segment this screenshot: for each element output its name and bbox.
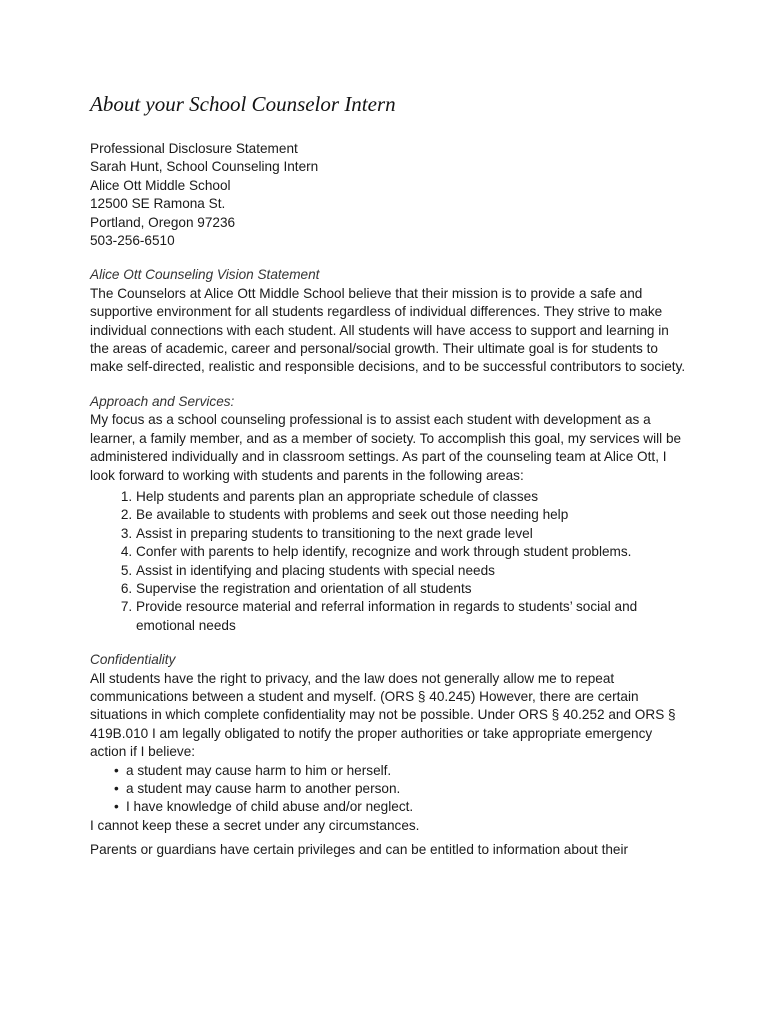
list-item: 1. Help students and parents plan an appropriate schedule of classes [136, 488, 690, 506]
parents-paragraph: Parents or guardians have certain privileges and can be entitled to information about their [90, 842, 629, 858]
confidentiality-heading: Confidentiality [90, 652, 176, 668]
list-item: 5. Assist in identifying and placing students with special needs [136, 562, 690, 580]
services-list [90, 488, 690, 635]
document-content [90, 90, 690, 860]
list-item: 6. Supervise the registration and orientation of all students [136, 580, 690, 598]
list-item: • I have knowledge of child abuse and/or neglect. [126, 798, 690, 816]
disclosure-label: Professional Disclosure Statement [90, 141, 298, 156]
confidentiality-note: I cannot keep these a secret under any circumstances. [90, 817, 420, 833]
list-item: 2. Be available to students with problems and seek out those needing help [136, 506, 690, 524]
approach-paragraph: My focus as a school counseling professional is to assist each student with development as a learner, a family member, and as a member of society. To accomplish this goal, my services will be administered individually and in classroom settings. As part of the counseling team at Alice Ott, I look forward to working with students and parents in the following areas: [90, 412, 682, 483]
phone-number: 503-256-6510 [90, 233, 175, 249]
approach-heading: Approach and Services: [90, 393, 235, 409]
list-item: 4. Confer with parents to help identify, recognize and work through student problems. [136, 543, 690, 561]
vision-paragraph: The Counselors at Alice Ott Middle School believe that their mission is to provide a safe and supportive environment for all students regardless of individual differences. They strive to make individual connections with each student. All students will have access to support and learning in the areas of academic, career and personal/social growth. Their ultimate goal is for students to make self-directed, realistic and responsible decisions, and to be successful contributors to society. [90, 285, 686, 375]
intern-name: Sarah Hunt, School Counseling Intern [90, 159, 319, 175]
confidentiality-paragraph: All students have the right to privacy, and the law does not generally allow me to repeat communications between a student and myself. (ORS § 40.245) However, there are certain situations in which complete confidentiality may not be possible. Under ORS § 40.252 and ORS § 419B.010 I am legally obligated to notify the proper authorities or take appropriate emergency action if I believe: [90, 670, 676, 760]
list-item: 7. Provide resource material and referral information in regards to students’ social and emotional needs [136, 598, 690, 635]
street-address: 12500 SE Ramona St. [90, 196, 226, 212]
vision-heading: Alice Ott Counseling Vision Statement [90, 267, 320, 283]
list-item: • a student may cause harm to another person. [126, 780, 690, 798]
list-item: 3. Assist in preparing students to transitioning to the next grade level [136, 525, 690, 543]
confidentiality-bullets [90, 762, 690, 817]
contact-block [90, 140, 690, 250]
document-title: About your School Counselor Intern [90, 92, 396, 116]
city-state-zip: Portland, Oregon 97236 [90, 214, 236, 230]
school-name: Alice Ott Middle School [90, 177, 231, 193]
list-item: • a student may cause harm to him or herself. [126, 762, 690, 780]
